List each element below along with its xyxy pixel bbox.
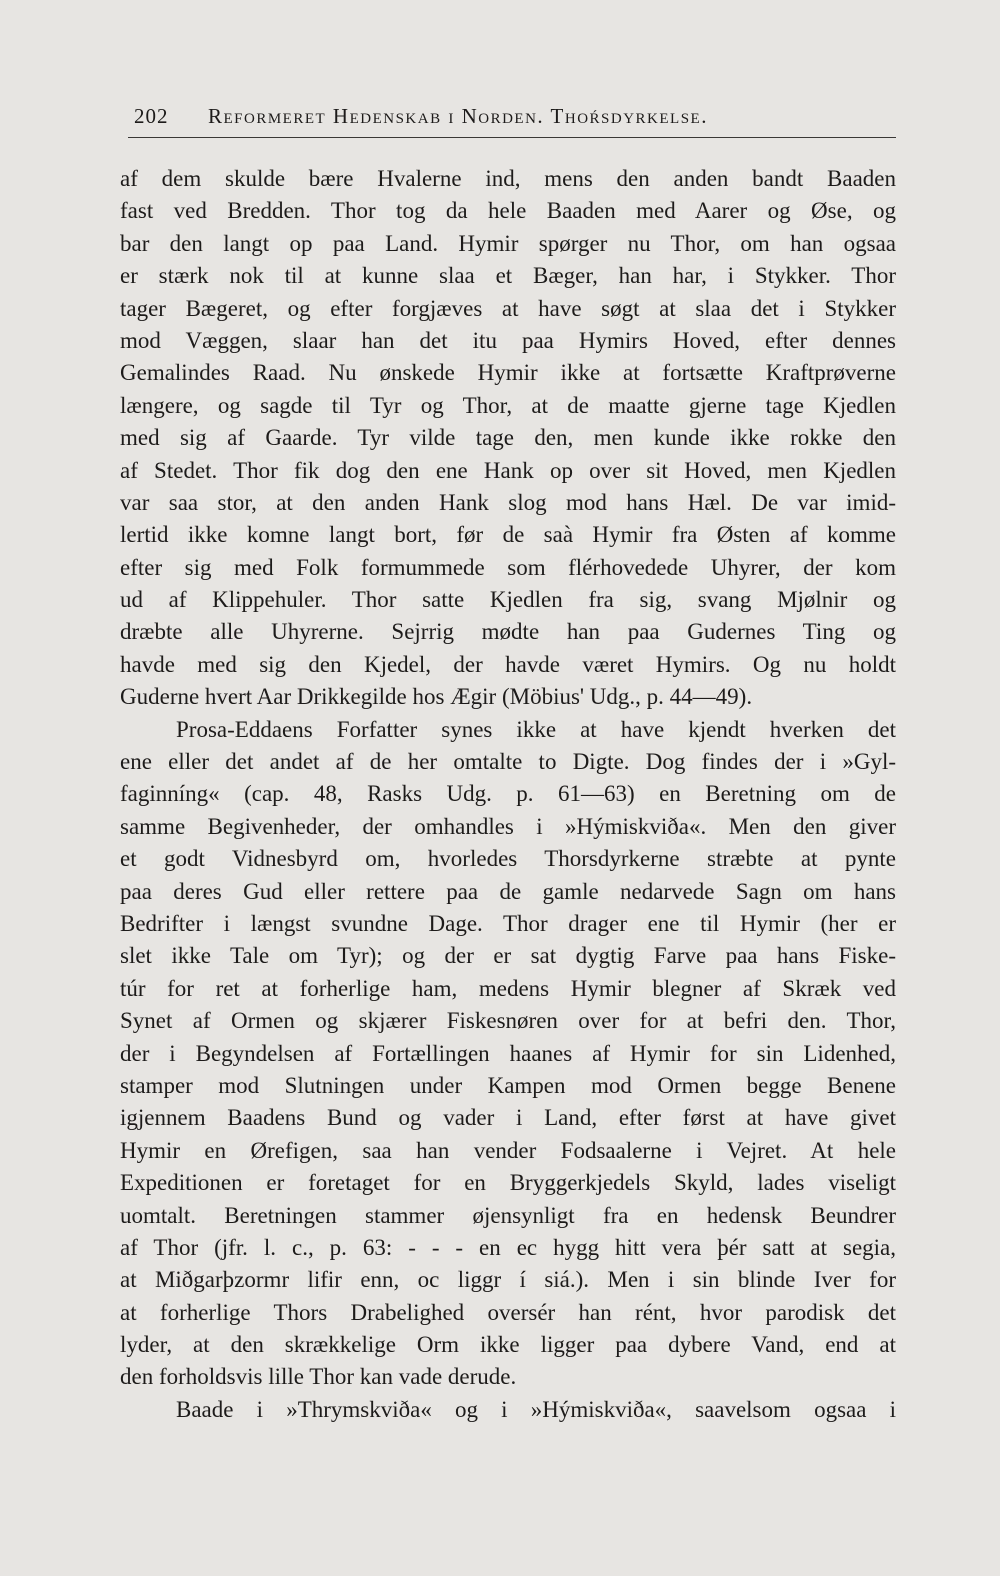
text-line: Synet af Ormen og skjærer Fiskesnøren over for at befri den. Thor, — [120, 1008, 896, 1034]
text-line: at forherlige Thors Drabelighed oversér han rént, hvor parodisk det — [120, 1299, 896, 1325]
text-line: havde med sig den Kjedel, der havde været Hymirs. Og nu holdt — [120, 651, 896, 677]
text-line: tager Bægeret, og efter forgjæves at have søgt at slaa det i Stykker — [120, 295, 896, 321]
page-header — [128, 100, 896, 134]
text-line: dræbte alle Uhyrerne. Sejrrig mødte han paa Gudernes Ting og — [120, 619, 896, 645]
text-line: ud af Klippehuler. Thor satte Kjedlen fra sig, svang Mjølnir og — [120, 587, 896, 613]
text-line: uomtalt. Beretningen stammer øjensynligt fra en hedensk Beundrer — [120, 1202, 896, 1228]
text-line: bar den langt op paa Land. Hymir spørger nu Thor, om han ogsaa — [120, 230, 896, 256]
text-line: Gemalindes Raad. Nu ønskede Hymir ikke at fortsætte Kraftprøverne — [120, 360, 896, 386]
text-line: ene eller det andet af de her omtalte to Digte. Dog findes der i »Gyl- — [120, 749, 896, 775]
text-line: samme Begivenheder, der omhandles i »Hýmiskviða«. Men den giver — [120, 813, 896, 839]
text-line: at Miðgarþzormr lifir enn, oc liggr í siá.). Men i sin blinde Iver for — [120, 1267, 896, 1293]
text-line: af Stedet. Thor fik dog den ene Hank op over sit Hoved, men Kjedlen — [120, 457, 896, 483]
text-line: Guderne hvert Aar Drikkegilde hos Ægir (Möbius' Udg., p. 44—49). — [120, 684, 753, 710]
text-line: lertid ikke komne langt bort, før de saà Hymir fra Østen af komme — [120, 522, 896, 548]
text-line: slet ikke Tale om Tyr); og der er sat dygtig Farve paa hans Fiske- — [120, 943, 896, 969]
text-line: efter sig med Folk formummede som flérhovedede Uhyrer, der kom — [120, 554, 896, 580]
text-line: Expeditionen er foretaget for en Bryggerkjedels Skyld, lades viseligt — [120, 1170, 896, 1196]
text-line: stamper mod Slutningen under Kampen mod Ormen begge Benene — [120, 1072, 896, 1098]
text-line: med sig af Gaarde. Tyr vilde tage den, men kunde ikke rokke den — [120, 425, 896, 451]
text-line: igjennem Baadens Bund og vader i Land, efter først at have givet — [120, 1105, 896, 1131]
text-line: Hymir en Ørefigen, saa han vender Fodsaalerne i Vejret. At hele — [120, 1137, 896, 1163]
text-line: lyder, at den skrækkelige Orm ikke ligger paa dybere Vand, end at — [120, 1332, 896, 1358]
text-line: paa deres Gud eller rettere paa de gamle nedarvede Sagn om hans — [120, 878, 896, 904]
header-rule — [128, 137, 896, 138]
text-line: er stærk nok til at kunne slaa et Bæger, han har, i Stykker. Thor — [120, 263, 896, 289]
text-line: túr for ret at forherlige ham, medens Hymir blegner af Skræk ved — [120, 975, 896, 1001]
text-line: var saa stor, at den anden Hank slog mod hans Hæl. De var imid- — [120, 489, 896, 515]
running-head: Reformeret Hedenskab i Norden. Thoŕsdyrkelse. — [208, 104, 708, 128]
text-line: den forholdsvis lille Thor kan vade derude. — [120, 1364, 517, 1390]
text-line: faginníng« (cap. 48, Rasks Udg. p. 61—63) en Beretning om de — [120, 781, 896, 807]
text-line: af Thor (jfr. l. c., p. 63: - - - en ec hygg hitt vera þér satt at segia, — [120, 1234, 896, 1260]
text-line: længere, og sagde til Tyr og Thor, at de maatte gjerne tage Kjedlen — [120, 392, 896, 418]
text-line: fast ved Bredden. Thor tog da hele Baaden med Aarer og Øse, og — [120, 198, 896, 224]
text-line: der i Begyndelsen af Fortællingen haanes af Hymir for sin Lidenhed, — [120, 1040, 896, 1066]
text-line: Prosa-Eddaens Forfatter synes ikke at have kjendt hverken det — [176, 716, 896, 742]
text-line: af dem skulde bære Hvalerne ind, mens den anden bandt Baaden — [120, 166, 896, 191]
page-number: 202 — [134, 104, 169, 128]
text-line: mod Væggen, slaar han det itu paa Hymirs Hoved, efter dennes — [120, 327, 896, 353]
text-line: et godt Vidnesbyrd om, hvorledes Thorsdyrkerne stræbte at pynte — [120, 846, 896, 872]
text-line: Baade i »Thrymskviða« og i »Hýmiskviða«, saavelsom ogsaa i — [176, 1396, 896, 1422]
text-line: Bedrifter i længst svundne Dage. Thor drager ene til Hymir (her er — [120, 910, 896, 936]
body-text — [120, 163, 896, 1426]
